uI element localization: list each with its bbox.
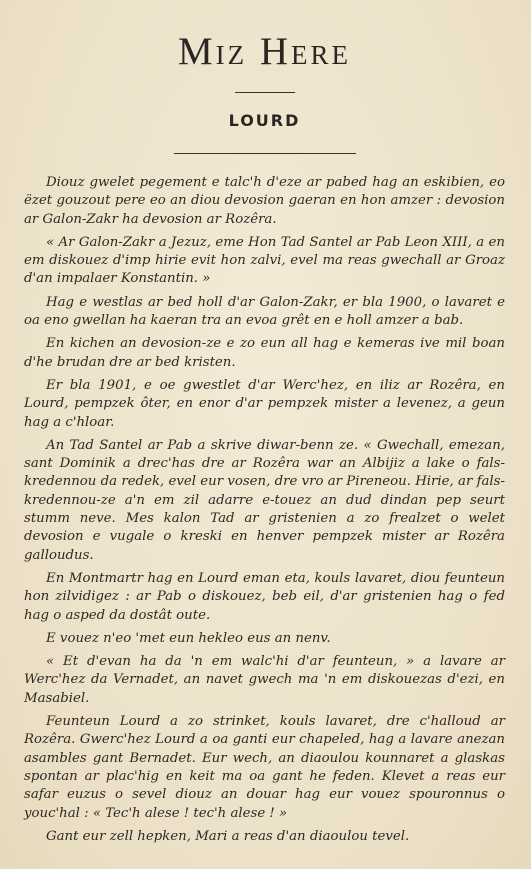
paragraph: En Montmartr hag en Lourd eman eta, kouls lavaret, diou feunteun hon zilvidigez : ar Pab o diskouez, beb eil, d'ar gristenien hag o fed hag o asped da dostât oute. — [24, 570, 505, 623]
section-title: LOURD — [228, 111, 301, 130]
paragraph: E vouez n'eo 'met eun hekleo eus an nenv. — [46, 630, 331, 646]
paragraph: « Et d'evan ha da 'n em walc'hi d'ar feunteun, » a lavare ar Werc'hez da Vernadet, an navet gwech ma 'n em diskouezas d'ezi, en Masabiel. — [24, 654, 505, 706]
section-divider — [174, 153, 356, 154]
body-text — [24, 174, 505, 846]
title-divider — [235, 92, 295, 93]
paragraph: « Ar Galon-Zakr a Jezuz, eme Hon Tad Santel ar Pab Leon XIII, a en em diskouez d'imp hirie evit hon zalvi, evel ma reas gwechall ar Groaz d'an impalaer Konstantin. » — [24, 234, 505, 287]
paragraph: Hag e westlas ar bed holl d'ar Galon-Zakr, er bla 1900, o lavaret e oa eno gwellan ha kaeran tra an evoa grêt en e holl amzer a bab. — [24, 294, 505, 329]
paragraph: En kichen an devosion-ze e zo eun all hag e kemeras ive mil boan d'he brudan dre ar bed kristen. — [24, 336, 505, 370]
paragraph: Gant eur zell hepken, Mari a reas d'an diaoulou tevel. — [46, 828, 410, 844]
paragraph: Feunteun Lourd a zo strinket, kouls lavaret, dre c'halloud ar Rozêra. Gwerc'hez Lourd a oa ganti eur chapeled, hag a lavare anezan asambles gant Bernadet. Eur wech, an diaoulou kounnaret a glaskas spontan ar plac'hig en keit ma oa gant he feden. Klevet a reas eur safar euzus o sevel diouz an douar hag eur vouez spouronnus o youc'hal : « Tec'h alese ! tec'h alese ! » — [24, 714, 505, 821]
page-title: Miz Here — [177, 30, 352, 73]
paragraph: Er bla 1901, e oe gwestlet d'ar Werc'hez, en iliz ar Rozêra, en Lourd, pempzek ôter, en enor d'ar pempzek mister a levenez, a geun hag a c'hloar. — [24, 377, 505, 430]
paragraph: Diouz gwelet pegement e talc'h d'eze ar pabed hag an eskibien, eo ëzet gouzout pere eo an diou devosion gaeran en hon amzer : devosion ar Galon-Zakr ha devosion ar Rozêra. — [24, 175, 505, 227]
paragraph: An Tad Santel ar Pab a skrive diwar-benn ze. « Gwechall, emezan, sant Dominik a drec'has dre ar Rozêra war an Albijiz a lake o fals-kredennou da redek, evel eur vosen, dre vro ar Pireneou. Hirie, ar fals-kredennou-ze a'n em zil adarre e-touez an dud dindan pep seurt stumm neve. Mes kalon Tad ar gristenien a zo frealzet o welet devosion e vugale o kreski en henver pempzek mister ar Rozêra galloudus. — [24, 437, 505, 563]
